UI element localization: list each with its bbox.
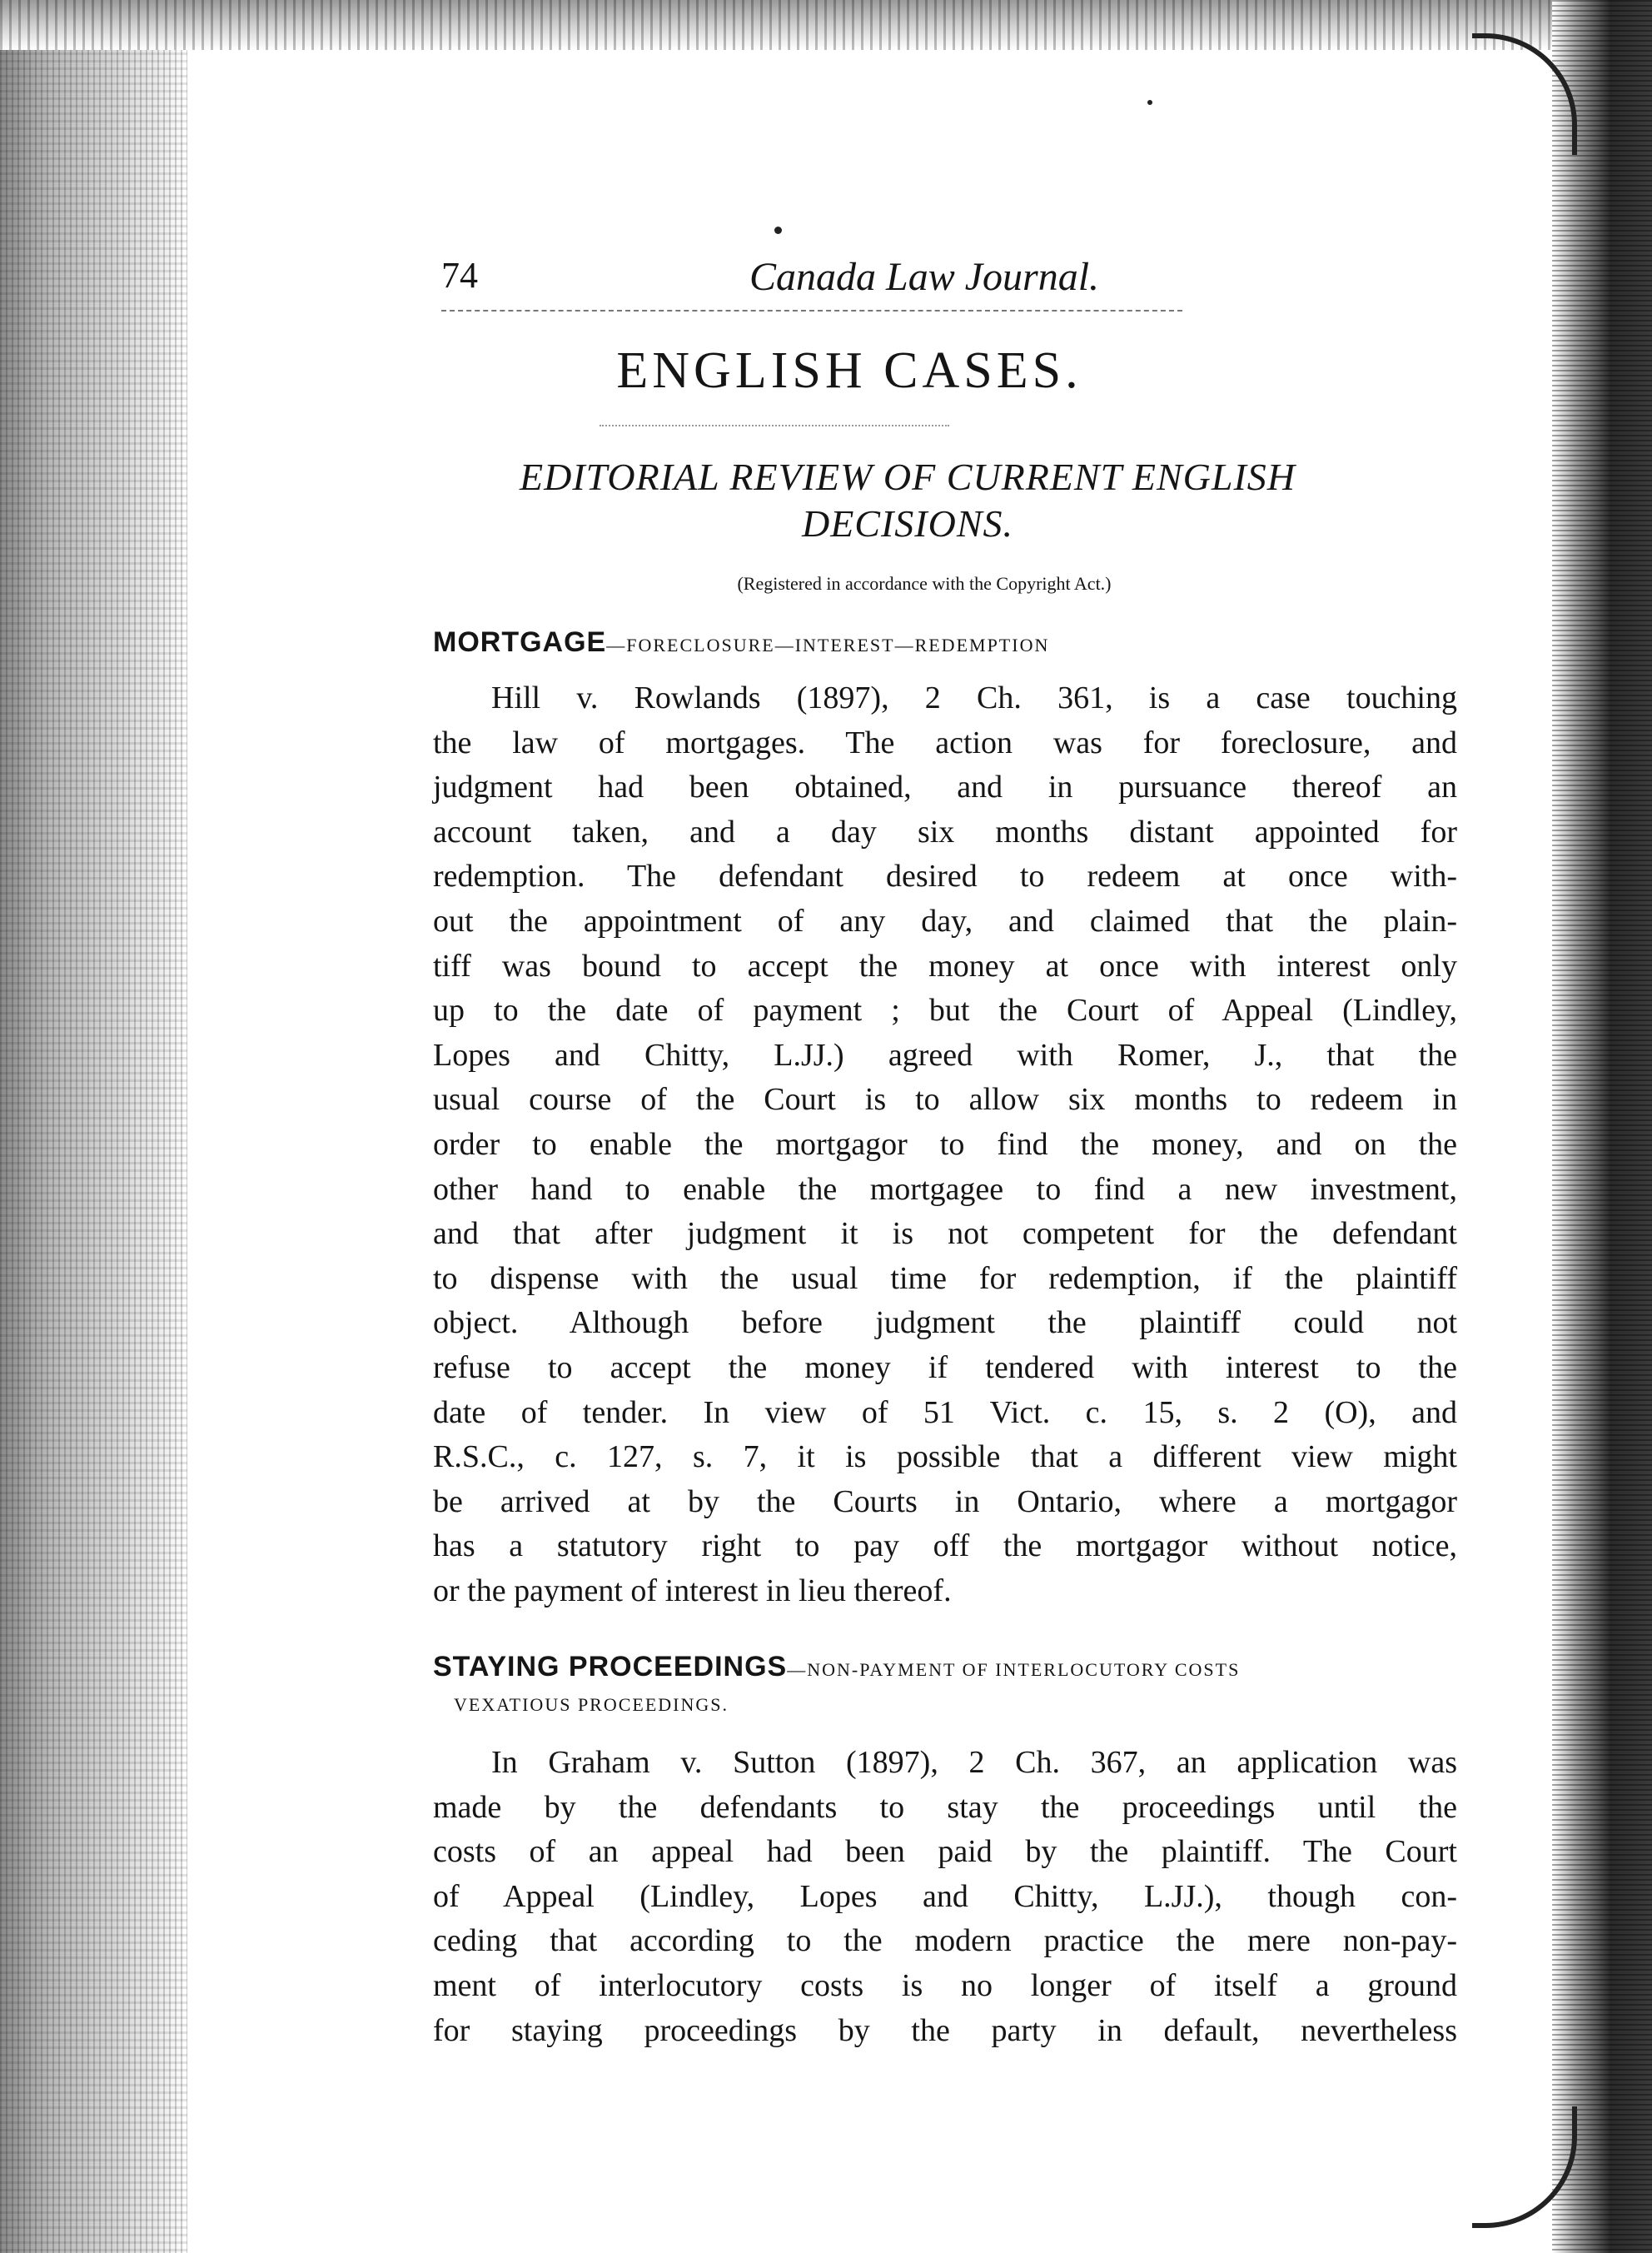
ink-speck [1147, 100, 1152, 105]
text-line: Lopes and Chitty, L.JJ.) agreed with Romer, J., that the [433, 1037, 1457, 1073]
text-line: R.S.C., c. 127, s. 7, it is possible that a different view might [433, 1439, 1457, 1475]
text-line: account taken, and a day six months distant appointed for [433, 814, 1457, 850]
text-line: up to the date of payment ; but the Court of Appeal (Lindley, [433, 993, 1457, 1029]
headnote-subject: —NON-PAYMENT OF INTERLOCUTORY COSTS [787, 1659, 1241, 1680]
text-line: has a statutory right to pay off the mortgagor without notice, [433, 1528, 1457, 1564]
text-line: to dispense with the usual time for redemption, if the plaintiff [433, 1260, 1457, 1296]
headnote-main: MORTGAGE [433, 626, 607, 658]
headnote-staying-proceedings [433, 1649, 1465, 1722]
text-line: other hand to enable the mortgagee to find a new investment, [433, 1171, 1457, 1207]
text-line: out the appointment of any day, and claimed that the plain- [433, 903, 1457, 939]
text-line: for staying proceedings by the party in default, nevertheless [433, 2012, 1457, 2048]
text-line: usual course of the Court is to allow six months to redeem in [433, 1082, 1457, 1118]
head-rule [441, 310, 1182, 312]
case-paragraph-mortgage [433, 676, 1457, 1613]
text-line: the law of mortgages. The action was for foreclosure, and [433, 725, 1457, 760]
text-line: or the payment of interest in lieu thereof. [433, 1573, 952, 1608]
section-title: ENGLISH CASES. [616, 342, 1082, 399]
review-title-line-2: DECISIONS. [801, 502, 1014, 545]
journal-title: Canada Law Journal. [749, 255, 1100, 299]
copyright-note: (Registered in accordance with the Copyright Act.) [737, 573, 1112, 594]
headnote-subject-continued: VEXATIOUS PROCEEDINGS. [454, 1694, 729, 1715]
text-line: ment of interlocutory costs is no longer of itself a ground [433, 1967, 1457, 2003]
case-paragraph-staying-proceedings [433, 1741, 1457, 2053]
review-title [416, 454, 1399, 547]
text-line: made by the defendants to stay the proceedings until the [433, 1789, 1457, 1825]
text-line: judgment had been obtained, and in pursuance thereof an [433, 770, 1457, 805]
title-rule [600, 425, 949, 426]
scanned-right-edge [1552, 0, 1652, 2253]
text-line: Hill v. Rowlands (1897), 2 Ch. 361, is a case touching [491, 680, 1457, 715]
text-line: refuse to accept the money if tendered with interest to the [433, 1349, 1457, 1385]
text-line: and that after judgment it is not competent for the defendant [433, 1216, 1457, 1252]
scanned-binding-edge [0, 0, 187, 2253]
running-head [441, 254, 1191, 304]
review-title-line-1: EDITORIAL REVIEW OF CURRENT ENGLISH [520, 456, 1296, 498]
headnote-subject: —FORECLOSURE—INTEREST—REDEMPTION [606, 635, 1050, 655]
text-line: redemption. The defendant desired to redeem at once with- [433, 859, 1457, 895]
headnote-main: STAYING PROCEEDINGS [433, 1651, 788, 1682]
text-line: tiff was bound to accept the money at once with interest only [433, 948, 1457, 984]
scanned-top-edge [0, 0, 1652, 50]
page-number: 74 [441, 255, 478, 296]
headnote-mortgage [433, 625, 1465, 663]
text-line: date of tender. In view of 51 Vict. c. 15, s. 2 (O), and [433, 1394, 1457, 1430]
text-line: costs of an appeal had been paid by the plaintiff. The Court [433, 1834, 1457, 1870]
text-line: ceding that according to the modern practice the mere non-pay- [433, 1923, 1457, 1959]
text-line: In Graham v. Sutton (1897), 2 Ch. 367, an application was [491, 1745, 1457, 1780]
text-line: order to enable the mortgagor to find the money, and on the [433, 1126, 1457, 1162]
text-line: of Appeal (Lindley, Lopes and Chitty, L.JJ.), though con- [433, 1878, 1457, 1914]
text-line: object. Although before judgment the plaintiff could not [433, 1305, 1457, 1341]
ink-speck [774, 227, 782, 234]
text-line: be arrived at by the Courts in Ontario, where a mortgagor [433, 1483, 1457, 1519]
